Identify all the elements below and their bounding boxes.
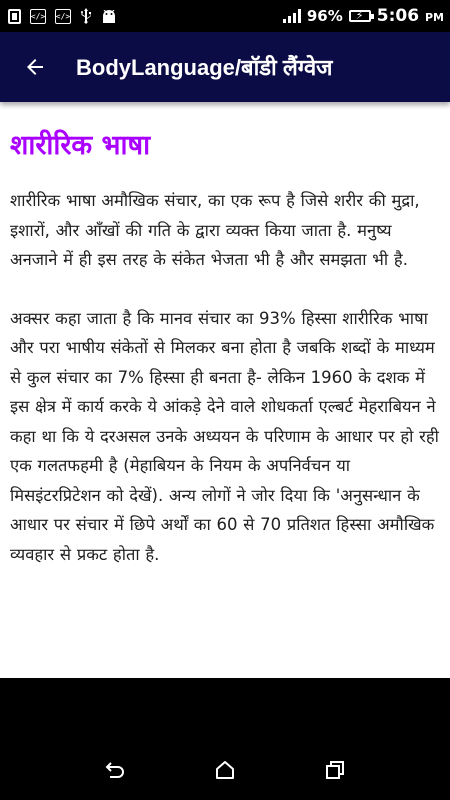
battery-charging-icon: ⚡	[349, 10, 371, 22]
screenshot-icon	[8, 9, 21, 24]
clock	[377, 6, 444, 26]
nav-recents-button[interactable]	[315, 750, 355, 790]
article-paragraph: शारीरिक भाषा अमौखिक संचार, का एक रूप है जिसे शरीर की मुद्रा, इशारों, और आँखों की गति के द्वारा व्यक्त किया जाता है. मनुष्य अनजाने में ही इस तरह के संकेत भेजता भी है और समझता भी है.	[10, 191, 420, 269]
empty-space	[0, 678, 450, 740]
back-button[interactable]	[0, 32, 70, 102]
usb-icon	[80, 8, 92, 24]
notification-icons	[8, 8, 117, 24]
clock-suffix: PM	[424, 11, 444, 24]
article-paragraph: अक्सर कहा जाता है कि मानव संचार का 93% हिस्सा शारीरिक भाषा और परा भाषीय संकेतों से मिलकर बना होता है जबकि शब्दों के माध्यम से कुल संचार का 7% हिस्सा ही बनता है- लेकिन 1960 के दशक में इस क्षेत्र में कार्य करके ये आंकड़े देने वाले शोधकर्ता एल्बर्ट मेहराबियन ने कहा था कि ये दरअसल उनके अध्ययन के परिणाम के आधार पर हो रही एक गलतफहमी है (मेहाबियन के नियम के अपनिर्वचन या मिसइंटरप्रिटेशन को देखें). अन्य लोगों ने जोर दिया कि 'अनुसन्धान के आधार पर संचार में छिपे अर्थों का 60 से 70 प्रतिशत हिस्सा अमौखिक व्यवहार से प्रकट होता है.	[10, 308, 439, 564]
status-bar	[0, 0, 450, 32]
nav-back-button[interactable]	[95, 750, 135, 790]
article-content[interactable]	[0, 102, 450, 678]
android-icon	[101, 9, 117, 23]
page-title: BodyLanguage/बॉडी लैंग्वेज	[76, 55, 333, 80]
navigation-bar	[0, 740, 450, 800]
home-icon	[214, 759, 236, 781]
code-icon: </>	[55, 9, 71, 24]
arrow-left-icon	[23, 55, 47, 79]
article-heading: शारीरिक भाषा	[10, 130, 151, 161]
app-bar	[0, 32, 450, 102]
signal-icon	[283, 9, 301, 23]
back-icon	[104, 759, 126, 781]
code-icon: </>	[30, 9, 46, 24]
nav-home-button[interactable]	[205, 750, 245, 790]
recents-icon	[324, 759, 346, 781]
clock-time: 5:06	[376, 6, 420, 26]
system-status	[283, 6, 444, 26]
battery-percent: 96%	[306, 7, 343, 25]
